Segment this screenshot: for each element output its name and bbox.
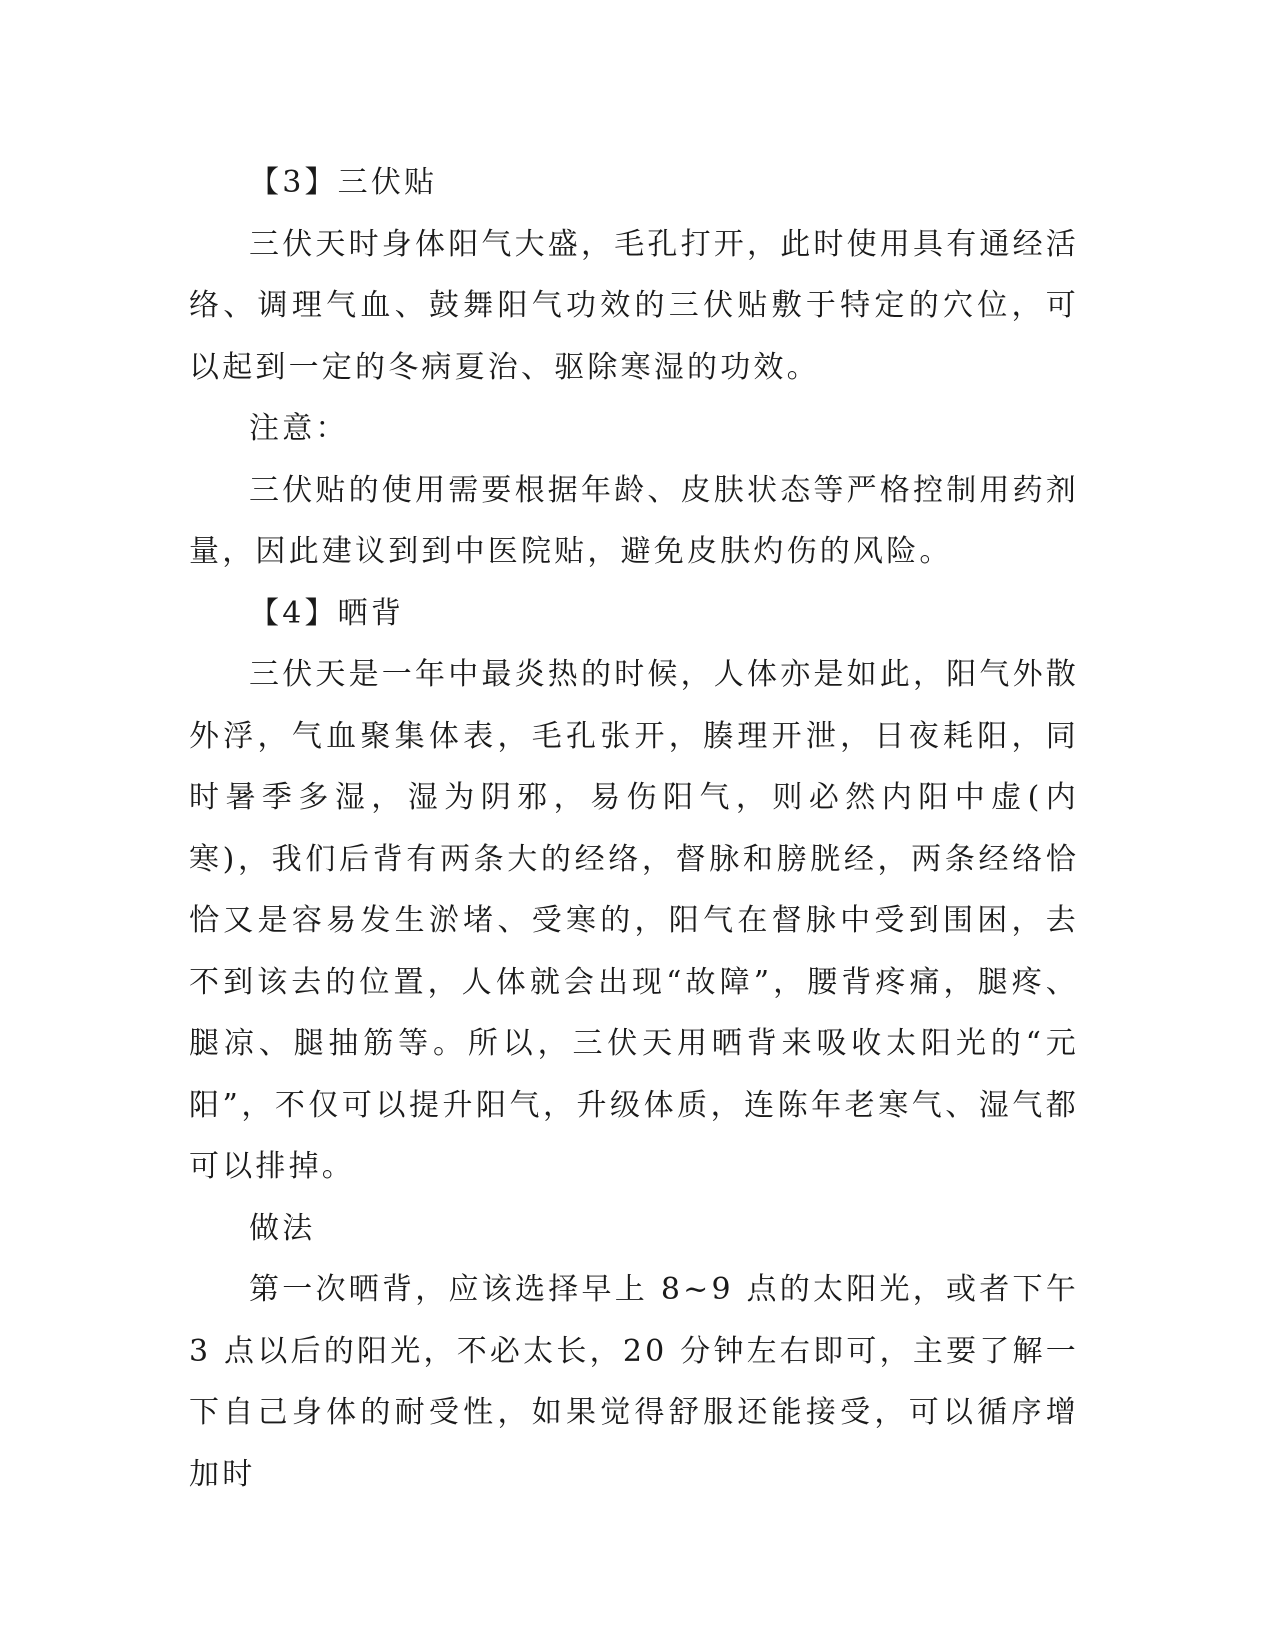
document-body [189,152,1079,1505]
paragraph-method-label: 做法 [249,1210,316,1246]
section-heading-sanfutie: 【3】三伏贴 [249,165,438,200]
paragraph-note-label: 注意： [249,411,349,446]
paragraph-shaibei-intro: 三伏天是一年中最炎热的时候，人体亦是如此，阳气外散外浮，气血聚集体表，毛孔张开，腠理开泄，日夜耗阳，同时暑季多湿，湿为阴邪，易伤阳气，则必然内阳中虚(内寒)，我们后背有两条大的经络，督脉和膀胱经，两条经络恰恰又是容易发生淤堵、受寒的，阳气在督脉中受到围困，去不到该去的位置，人体就会出现“故障”，腰背疼痛，腿疼、腿凉、腿抽筋等。所以，三伏天用晒背来吸收太阳光的“元阳”，不仅可以提升阳气，升级体质，连陈年老寒气、湿气都可以排掉。 [189,657,1079,1184]
paragraph-sanfutie-intro: 三伏天时身体阳气大盛，毛孔打开，此时使用具有通经活络、调理气血、鼓舞阳气功效的三伏贴敷于特定的穴位，可以起到一定的冬病夏治、驱除寒湿的功效。 [189,226,1079,385]
paragraph-note-content: 三伏贴的使用需要根据年龄、皮肤状态等严格控制用药剂量，因此建议到到中医院贴，避免皮肤灼伤的风险。 [189,472,1079,569]
section-heading-shaibei: 【4】晒背 [249,595,405,631]
paragraph-method-content: 第一次晒背，应该选择早上 8~9 点的太阳光，或者下午 3 点以后的阳光，不必太长，20 分钟左右即可，主要了解一下自己身体的耐受性，如果觉得舒服还能接受，可以循序增加时 [189,1272,1079,1492]
